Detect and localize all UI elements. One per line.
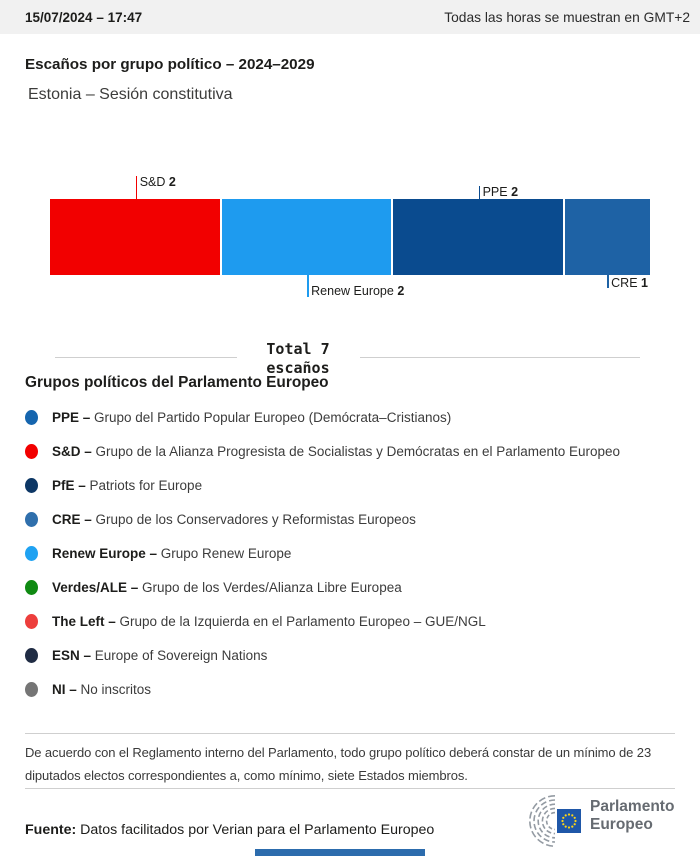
bar-label-ppe: PPE 2 (482, 185, 519, 199)
group-color-dot (25, 444, 38, 459)
total-rule-left (55, 357, 237, 358)
legend-item-verdes-ale (25, 570, 685, 604)
footnote-divider-bottom (25, 788, 675, 789)
total-seats-label (235, 340, 361, 378)
legend-item-label: The Left – Grupo de la Izquierda en el Parlamento Europeo – GUE/NGL (52, 613, 486, 629)
group-color-dot (25, 682, 38, 697)
european-parliament-logo (515, 795, 685, 847)
page-title: Escaños por grupo político – 2024–2029 (25, 56, 315, 73)
bar-segment-s-d[interactable] (50, 199, 220, 275)
header-timezone-note: Todas las horas se muestran en GMT+2 (444, 9, 690, 25)
legend-list (25, 400, 685, 706)
legend-item-cre (25, 502, 685, 536)
bar-label-cre: CRE 1 (611, 276, 648, 290)
logo-line-2: Europeo (590, 816, 653, 833)
footnote-divider-top (25, 733, 675, 734)
page-subtitle: Estonia – Sesión constitutiva (28, 86, 233, 103)
legend-item-ni (25, 672, 685, 706)
legend-item-label: Renew Europe – Grupo Renew Europe (52, 545, 292, 561)
bar-segment-renew-europe[interactable] (222, 199, 392, 275)
legend-item-label: CRE – Grupo de los Conservadores y Reformistas Europeos (52, 511, 416, 527)
group-color-dot (25, 478, 38, 493)
bar-segment-cre[interactable] (565, 199, 650, 275)
bar-label-s-d: S&D 2 (139, 175, 176, 189)
header-bar (0, 0, 700, 34)
header-datetime: 15/07/2024 – 17:47 (25, 9, 143, 25)
parliament-hemicycle-icon (515, 795, 585, 847)
tick-cre (607, 275, 609, 288)
bottom-accent-bar (255, 849, 425, 856)
source-label: Fuente: (25, 822, 77, 838)
tick-renew-europe (307, 275, 309, 297)
group-color-dot (25, 512, 38, 527)
bar-label-renew-europe: Renew Europe 2 (311, 284, 405, 298)
group-color-dot (25, 614, 38, 629)
legend-item-s-d (25, 434, 685, 468)
legend-item-ppe (25, 400, 685, 434)
eu-flag (557, 809, 581, 833)
tick-s-d (136, 176, 138, 199)
total-line-1: Total 7 (266, 340, 330, 358)
seat-bar (50, 199, 650, 275)
total-band (55, 339, 640, 379)
source-line (25, 822, 434, 838)
tick-ppe (479, 186, 481, 199)
legend-item-esn (25, 638, 685, 672)
seat-chart (0, 170, 700, 305)
bar-segment-ppe[interactable] (393, 199, 563, 275)
group-color-dot (25, 410, 38, 425)
total-rule-right (360, 357, 640, 358)
legend-item-renew-europe (25, 536, 685, 570)
legend-item-label: PPE – Grupo del Partido Popular Europeo (Demócrata–Cristianos) (52, 409, 452, 425)
legend-item-pfe (25, 468, 685, 502)
logo-wordmark (590, 798, 674, 834)
legend-item-label: NI – No inscritos (52, 681, 152, 697)
legend-heading: Grupos políticos del Parlamento Europeo (25, 374, 329, 391)
legend-item-label: S&D – Grupo de la Alianza Progresista de Socialistas y Demócratas en el Parlamento Europeo (52, 443, 621, 459)
source-text: Datos facilitados por Verian para el Parlamento Europeo (76, 822, 435, 838)
logo-line-1: Parlamento (590, 798, 675, 815)
group-color-dot (25, 580, 38, 595)
legend-item-label: PfE – Patriots for Europe (52, 477, 203, 493)
legend-item-label: Verdes/ALE – Grupo de los Verdes/Alianza Libre Europea (52, 579, 402, 595)
footnote-text: De acuerdo con el Reglamento interno del Parlamento, todo grupo político deberá constar de un mínimo de 23 diputados electos correspondientes a, como mínimo, siete Estados miembros. (25, 745, 652, 783)
group-color-dot (25, 546, 38, 561)
legend-item-the-left (25, 604, 685, 638)
group-color-dot (25, 648, 38, 663)
total-line-2: escaños (266, 359, 330, 377)
legend-item-label: ESN – Europe of Sovereign Nations (52, 647, 268, 663)
